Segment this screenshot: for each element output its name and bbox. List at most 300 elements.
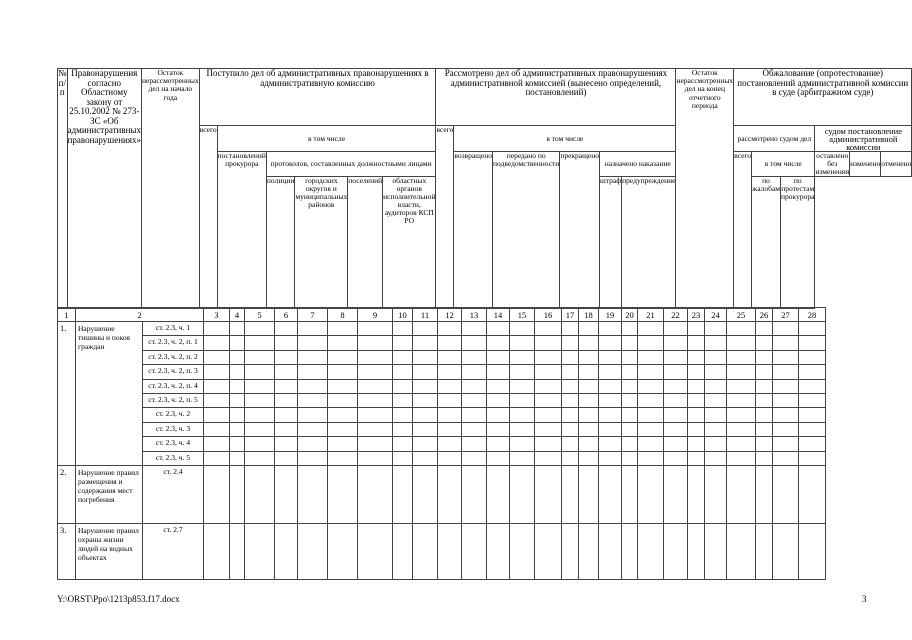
data-cell[interactable] (705, 451, 727, 465)
data-cell[interactable] (230, 523, 245, 579)
data-cell[interactable] (579, 322, 599, 336)
data-cell[interactable] (579, 408, 599, 422)
data-cell[interactable] (510, 451, 535, 465)
data-cell[interactable] (298, 465, 328, 523)
data-cell[interactable] (579, 336, 599, 350)
data-cell[interactable] (799, 336, 826, 350)
data-cell[interactable] (773, 451, 799, 465)
data-cell[interactable] (638, 437, 664, 451)
data-cell[interactable] (599, 408, 622, 422)
data-cell[interactable] (230, 465, 245, 523)
data-cell[interactable] (413, 350, 438, 364)
data-cell[interactable] (298, 408, 328, 422)
data-cell[interactable] (622, 379, 638, 393)
data-cell[interactable] (773, 437, 799, 451)
data-cell[interactable] (579, 393, 599, 407)
data-cell[interactable] (462, 422, 487, 436)
data-cell[interactable] (393, 465, 413, 523)
data-cell[interactable] (413, 523, 438, 579)
data-cell[interactable] (328, 322, 358, 336)
data-cell[interactable] (705, 408, 727, 422)
data-cell[interactable] (328, 422, 358, 436)
data-cell[interactable] (688, 365, 705, 379)
data-cell[interactable] (727, 408, 756, 422)
data-cell[interactable] (358, 379, 393, 393)
data-cell[interactable] (622, 408, 638, 422)
data-cell[interactable] (727, 365, 756, 379)
data-cell[interactable] (393, 379, 413, 393)
data-cell[interactable] (773, 336, 799, 350)
data-cell[interactable] (638, 336, 664, 350)
data-cell[interactable] (622, 451, 638, 465)
data-cell[interactable] (510, 350, 535, 364)
data-cell[interactable] (664, 350, 688, 364)
data-cell[interactable] (487, 437, 510, 451)
data-cell[interactable] (799, 408, 826, 422)
data-cell[interactable] (328, 350, 358, 364)
data-cell[interactable] (638, 393, 664, 407)
data-cell[interactable] (358, 451, 393, 465)
data-cell[interactable] (487, 365, 510, 379)
data-cell[interactable] (727, 523, 756, 579)
data-cell[interactable] (487, 422, 510, 436)
data-cell[interactable] (535, 336, 562, 350)
data-cell[interactable] (535, 365, 562, 379)
data-cell[interactable] (230, 408, 245, 422)
data-cell[interactable] (756, 408, 773, 422)
data-cell[interactable] (622, 465, 638, 523)
data-cell[interactable] (438, 437, 462, 451)
data-cell[interactable] (510, 465, 535, 523)
data-cell[interactable] (510, 336, 535, 350)
data-cell[interactable] (275, 465, 298, 523)
data-cell[interactable] (358, 393, 393, 407)
data-cell[interactable] (622, 437, 638, 451)
data-cell[interactable] (799, 365, 826, 379)
data-cell[interactable] (510, 422, 535, 436)
data-cell[interactable] (328, 437, 358, 451)
data-cell[interactable] (275, 336, 298, 350)
data-cell[interactable] (204, 336, 230, 350)
data-cell[interactable] (705, 322, 727, 336)
data-cell[interactable] (664, 365, 688, 379)
data-cell[interactable] (393, 408, 413, 422)
data-cell[interactable] (756, 422, 773, 436)
data-cell[interactable] (245, 451, 275, 465)
data-cell[interactable] (438, 336, 462, 350)
data-cell[interactable] (756, 322, 773, 336)
data-cell[interactable] (562, 322, 579, 336)
data-cell[interactable] (275, 422, 298, 436)
data-cell[interactable] (462, 437, 487, 451)
data-cell[interactable] (599, 393, 622, 407)
data-cell[interactable] (773, 408, 799, 422)
data-cell[interactable] (462, 465, 487, 523)
data-cell[interactable] (462, 451, 487, 465)
data-cell[interactable] (773, 523, 799, 579)
data-cell[interactable] (328, 465, 358, 523)
data-cell[interactable] (438, 365, 462, 379)
data-cell[interactable] (622, 350, 638, 364)
data-cell[interactable] (438, 451, 462, 465)
data-cell[interactable] (562, 393, 579, 407)
data-cell[interactable] (298, 393, 328, 407)
data-cell[interactable] (579, 379, 599, 393)
data-cell[interactable] (664, 422, 688, 436)
data-cell[interactable] (599, 451, 622, 465)
data-cell[interactable] (462, 379, 487, 393)
data-cell[interactable] (413, 336, 438, 350)
data-cell[interactable] (413, 451, 438, 465)
data-cell[interactable] (535, 451, 562, 465)
data-cell[interactable] (298, 322, 328, 336)
data-cell[interactable] (535, 408, 562, 422)
data-cell[interactable] (705, 350, 727, 364)
data-cell[interactable] (275, 379, 298, 393)
data-cell[interactable] (245, 350, 275, 364)
data-cell[interactable] (579, 523, 599, 579)
data-cell[interactable] (756, 365, 773, 379)
data-cell[interactable] (413, 365, 438, 379)
data-cell[interactable] (727, 465, 756, 523)
data-cell[interactable] (705, 379, 727, 393)
data-cell[interactable] (535, 422, 562, 436)
data-cell[interactable] (799, 379, 826, 393)
data-cell[interactable] (413, 422, 438, 436)
data-cell[interactable] (204, 350, 230, 364)
data-cell[interactable] (599, 322, 622, 336)
data-cell[interactable] (438, 523, 462, 579)
data-cell[interactable] (638, 365, 664, 379)
data-cell[interactable] (622, 422, 638, 436)
data-cell[interactable] (705, 365, 727, 379)
data-cell[interactable] (799, 465, 826, 523)
data-cell[interactable] (204, 322, 230, 336)
data-cell[interactable] (298, 379, 328, 393)
data-cell[interactable] (328, 379, 358, 393)
data-cell[interactable] (756, 393, 773, 407)
data-cell[interactable] (462, 523, 487, 579)
data-cell[interactable] (727, 350, 756, 364)
data-cell[interactable] (510, 523, 535, 579)
data-cell[interactable] (358, 523, 393, 579)
data-cell[interactable] (462, 365, 487, 379)
data-cell[interactable] (599, 465, 622, 523)
data-cell[interactable] (393, 393, 413, 407)
data-cell[interactable] (328, 336, 358, 350)
data-cell[interactable] (328, 365, 358, 379)
data-cell[interactable] (688, 451, 705, 465)
data-cell[interactable] (230, 393, 245, 407)
data-cell[interactable] (562, 437, 579, 451)
data-cell[interactable] (756, 336, 773, 350)
data-cell[interactable] (245, 437, 275, 451)
data-cell[interactable] (599, 523, 622, 579)
data-cell[interactable] (705, 465, 727, 523)
data-cell[interactable] (705, 422, 727, 436)
data-cell[interactable] (562, 465, 579, 523)
data-cell[interactable] (230, 451, 245, 465)
data-cell[interactable] (638, 350, 664, 364)
data-cell[interactable] (664, 465, 688, 523)
data-cell[interactable] (799, 451, 826, 465)
data-cell[interactable] (622, 393, 638, 407)
data-cell[interactable] (799, 523, 826, 579)
data-cell[interactable] (638, 379, 664, 393)
data-cell[interactable] (245, 523, 275, 579)
data-cell[interactable] (487, 322, 510, 336)
data-cell[interactable] (275, 350, 298, 364)
data-cell[interactable] (298, 523, 328, 579)
data-cell[interactable] (756, 379, 773, 393)
data-cell[interactable] (664, 393, 688, 407)
data-cell[interactable] (773, 379, 799, 393)
data-cell[interactable] (756, 350, 773, 364)
data-cell[interactable] (275, 451, 298, 465)
data-cell[interactable] (328, 393, 358, 407)
data-cell[interactable] (230, 437, 245, 451)
data-cell[interactable] (727, 322, 756, 336)
data-cell[interactable] (622, 336, 638, 350)
data-cell[interactable] (245, 365, 275, 379)
data-cell[interactable] (413, 379, 438, 393)
data-cell[interactable] (638, 422, 664, 436)
data-cell[interactable] (579, 437, 599, 451)
data-cell[interactable] (579, 451, 599, 465)
data-cell[interactable] (638, 523, 664, 579)
data-cell[interactable] (413, 393, 438, 407)
data-cell[interactable] (230, 365, 245, 379)
data-cell[interactable] (727, 379, 756, 393)
data-cell[interactable] (535, 437, 562, 451)
data-cell[interactable] (562, 379, 579, 393)
data-cell[interactable] (275, 393, 298, 407)
data-cell[interactable] (688, 336, 705, 350)
data-cell[interactable] (688, 437, 705, 451)
data-cell[interactable] (562, 451, 579, 465)
data-cell[interactable] (204, 393, 230, 407)
data-cell[interactable] (705, 336, 727, 350)
data-cell[interactable] (230, 322, 245, 336)
data-cell[interactable] (664, 408, 688, 422)
data-cell[interactable] (535, 322, 562, 336)
data-cell[interactable] (393, 350, 413, 364)
data-cell[interactable] (535, 350, 562, 364)
data-cell[interactable] (727, 451, 756, 465)
data-cell[interactable] (756, 451, 773, 465)
data-cell[interactable] (462, 350, 487, 364)
data-cell[interactable] (413, 408, 438, 422)
data-cell[interactable] (487, 465, 510, 523)
data-cell[interactable] (622, 523, 638, 579)
data-cell[interactable] (727, 437, 756, 451)
data-cell[interactable] (358, 322, 393, 336)
data-cell[interactable] (438, 422, 462, 436)
data-cell[interactable] (510, 365, 535, 379)
data-cell[interactable] (328, 523, 358, 579)
data-cell[interactable] (535, 523, 562, 579)
data-cell[interactable] (773, 365, 799, 379)
data-cell[interactable] (413, 437, 438, 451)
data-cell[interactable] (245, 393, 275, 407)
data-cell[interactable] (230, 336, 245, 350)
data-cell[interactable] (487, 336, 510, 350)
data-cell[interactable] (664, 523, 688, 579)
data-cell[interactable] (799, 350, 826, 364)
data-cell[interactable] (245, 422, 275, 436)
data-cell[interactable] (688, 322, 705, 336)
data-cell[interactable] (245, 322, 275, 336)
data-cell[interactable] (204, 451, 230, 465)
data-cell[interactable] (393, 437, 413, 451)
data-cell[interactable] (562, 336, 579, 350)
data-cell[interactable] (664, 379, 688, 393)
data-cell[interactable] (799, 322, 826, 336)
data-cell[interactable] (487, 350, 510, 364)
data-cell[interactable] (688, 393, 705, 407)
data-cell[interactable] (756, 437, 773, 451)
data-cell[interactable] (799, 393, 826, 407)
data-cell[interactable] (510, 322, 535, 336)
data-cell[interactable] (688, 523, 705, 579)
data-cell[interactable] (393, 336, 413, 350)
data-cell[interactable] (462, 336, 487, 350)
data-cell[interactable] (562, 350, 579, 364)
data-cell[interactable] (664, 336, 688, 350)
data-cell[interactable] (638, 451, 664, 465)
data-cell[interactable] (275, 437, 298, 451)
data-cell[interactable] (230, 379, 245, 393)
data-cell[interactable] (487, 408, 510, 422)
data-cell[interactable] (358, 437, 393, 451)
data-cell[interactable] (298, 422, 328, 436)
data-cell[interactable] (487, 393, 510, 407)
data-cell[interactable] (487, 379, 510, 393)
data-cell[interactable] (705, 437, 727, 451)
data-cell[interactable] (622, 365, 638, 379)
data-cell[interactable] (204, 365, 230, 379)
data-cell[interactable] (245, 336, 275, 350)
data-cell[interactable] (204, 379, 230, 393)
data-cell[interactable] (204, 465, 230, 523)
data-cell[interactable] (773, 322, 799, 336)
data-cell[interactable] (298, 350, 328, 364)
data-cell[interactable] (664, 451, 688, 465)
data-cell[interactable] (204, 422, 230, 436)
data-cell[interactable] (358, 465, 393, 523)
data-cell[interactable] (579, 365, 599, 379)
data-cell[interactable] (773, 465, 799, 523)
data-cell[interactable] (275, 322, 298, 336)
data-cell[interactable] (535, 379, 562, 393)
data-cell[interactable] (462, 393, 487, 407)
data-cell[interactable] (688, 422, 705, 436)
data-cell[interactable] (622, 322, 638, 336)
data-cell[interactable] (705, 393, 727, 407)
data-cell[interactable] (599, 365, 622, 379)
data-cell[interactable] (705, 523, 727, 579)
data-cell[interactable] (638, 322, 664, 336)
data-cell[interactable] (462, 408, 487, 422)
data-cell[interactable] (275, 365, 298, 379)
data-cell[interactable] (799, 422, 826, 436)
data-cell[interactable] (393, 523, 413, 579)
data-cell[interactable] (245, 465, 275, 523)
data-cell[interactable] (275, 408, 298, 422)
data-cell[interactable] (204, 408, 230, 422)
data-cell[interactable] (688, 350, 705, 364)
data-cell[interactable] (298, 365, 328, 379)
data-cell[interactable] (638, 465, 664, 523)
data-cell[interactable] (358, 350, 393, 364)
data-cell[interactable] (562, 408, 579, 422)
data-cell[interactable] (393, 322, 413, 336)
data-cell[interactable] (562, 365, 579, 379)
data-cell[interactable] (245, 379, 275, 393)
data-cell[interactable] (799, 437, 826, 451)
data-cell[interactable] (599, 379, 622, 393)
data-cell[interactable] (688, 408, 705, 422)
data-cell[interactable] (510, 408, 535, 422)
data-cell[interactable] (413, 465, 438, 523)
data-cell[interactable] (510, 437, 535, 451)
data-cell[interactable] (535, 465, 562, 523)
data-cell[interactable] (773, 350, 799, 364)
data-cell[interactable] (510, 393, 535, 407)
data-cell[interactable] (204, 523, 230, 579)
data-cell[interactable] (438, 408, 462, 422)
data-cell[interactable] (358, 422, 393, 436)
data-cell[interactable] (756, 523, 773, 579)
data-cell[interactable] (579, 465, 599, 523)
data-cell[interactable] (756, 465, 773, 523)
data-cell[interactable] (358, 408, 393, 422)
data-cell[interactable] (328, 408, 358, 422)
data-cell[interactable] (393, 365, 413, 379)
data-cell[interactable] (727, 393, 756, 407)
data-cell[interactable] (664, 322, 688, 336)
data-cell[interactable] (599, 422, 622, 436)
data-cell[interactable] (727, 336, 756, 350)
data-cell[interactable] (638, 408, 664, 422)
data-cell[interactable] (562, 523, 579, 579)
data-cell[interactable] (358, 365, 393, 379)
data-cell[interactable] (204, 437, 230, 451)
data-cell[interactable] (773, 422, 799, 436)
data-cell[interactable] (230, 350, 245, 364)
data-cell[interactable] (579, 350, 599, 364)
data-cell[interactable] (535, 393, 562, 407)
data-cell[interactable] (462, 322, 487, 336)
data-cell[interactable] (773, 393, 799, 407)
data-cell[interactable] (487, 523, 510, 579)
data-cell[interactable] (599, 350, 622, 364)
data-cell[interactable] (438, 465, 462, 523)
data-cell[interactable] (688, 379, 705, 393)
data-cell[interactable] (688, 465, 705, 523)
data-cell[interactable] (438, 379, 462, 393)
data-cell[interactable] (275, 523, 298, 579)
data-cell[interactable] (599, 437, 622, 451)
data-cell[interactable] (487, 451, 510, 465)
data-cell[interactable] (599, 336, 622, 350)
data-cell[interactable] (298, 336, 328, 350)
data-cell[interactable] (328, 451, 358, 465)
data-cell[interactable] (298, 451, 328, 465)
data-cell[interactable] (413, 322, 438, 336)
data-cell[interactable] (438, 322, 462, 336)
data-cell[interactable] (393, 451, 413, 465)
